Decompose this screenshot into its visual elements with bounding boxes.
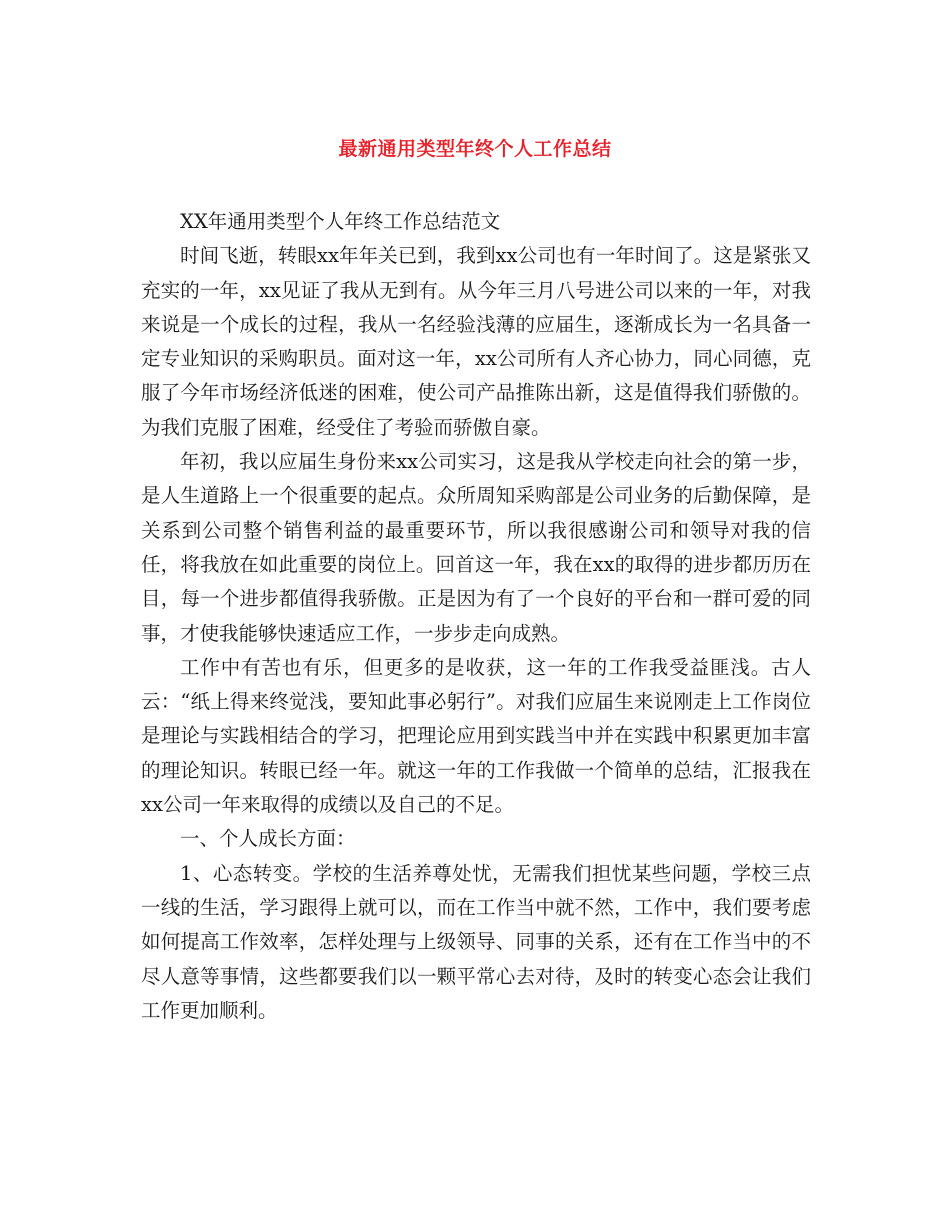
document-title: 最新通用类型年终个人工作总结 bbox=[338, 138, 612, 160]
paragraph: 年初，我以应届生身份来xx公司实习，这是我从学校走向社会的第一步，是人生道路上一个很重要的起点。众所周知采购部是公司业务的后勤保障，是关系到公司整个销售利益的最重要环节，所以我很感谢公司和领导对我的信任，将我放在如此重要的岗位上。回首这一年，我在xx的取得的进步都历历在目，每一个进步都值得我骄傲。正是因为有了一个良好的平台和一群可爱的同事，才使我能够快速适应工作，一步步走向成熟。 bbox=[141, 450, 811, 645]
paragraph: 时间飞逝，转眼xx年年关已到，我到xx公司也有一年时间了。这是紧张又充实的一年，xx见证了我从无到有。从今年三月八号进公司以来的一年，对我来说是一个成长的过程，我从一名经验浅薄的应届生，逐渐成长为一名具备一定专业知识的采购职员。面对这一年，xx公司所有人齐心协力，同心同德，克服了今年市场经济低迷的困难，使公司产品推陈出新，这是值得我们骄傲的。为我们克服了困难，经受住了考验而骄傲自豪。 bbox=[141, 244, 811, 439]
paragraph: 工作中有苦也有乐，但更多的是收获，这一年的工作我受益匪浅。古人云：“纸上得来终觉浅，要知此事必躬行”。对我们应届生来说刚走上工作岗位是理论与实践相结合的学习，把理论应用到实践当中并在实践中积累更加丰富的理论知识。转眼已经一年。就这一年的工作我做一个简单的总结，汇报我在xx公司一年来取得的成绩以及自己的不足。 bbox=[141, 655, 811, 817]
section-heading: 一、个人成长方面： bbox=[180, 827, 356, 851]
document-body bbox=[141, 205, 811, 1028]
paragraph: 1、心态转变。学校的生活养尊处忧，无需我们担忧某些问题，学校三点一线的生活，学习跟得上就可以，而在工作当中就不然，工作中，我们要考虑如何提高工作效率，怎样处理与上级领导、同事的关系，还有在工作当中的不尽人意等事情，这些都要我们以一颗平常心去对待，及时的转变心态会让我们工作更加顺利。 bbox=[141, 861, 811, 1022]
paragraph-subtitle: XX年通用类型个人年终工作总结范文 bbox=[180, 210, 501, 233]
